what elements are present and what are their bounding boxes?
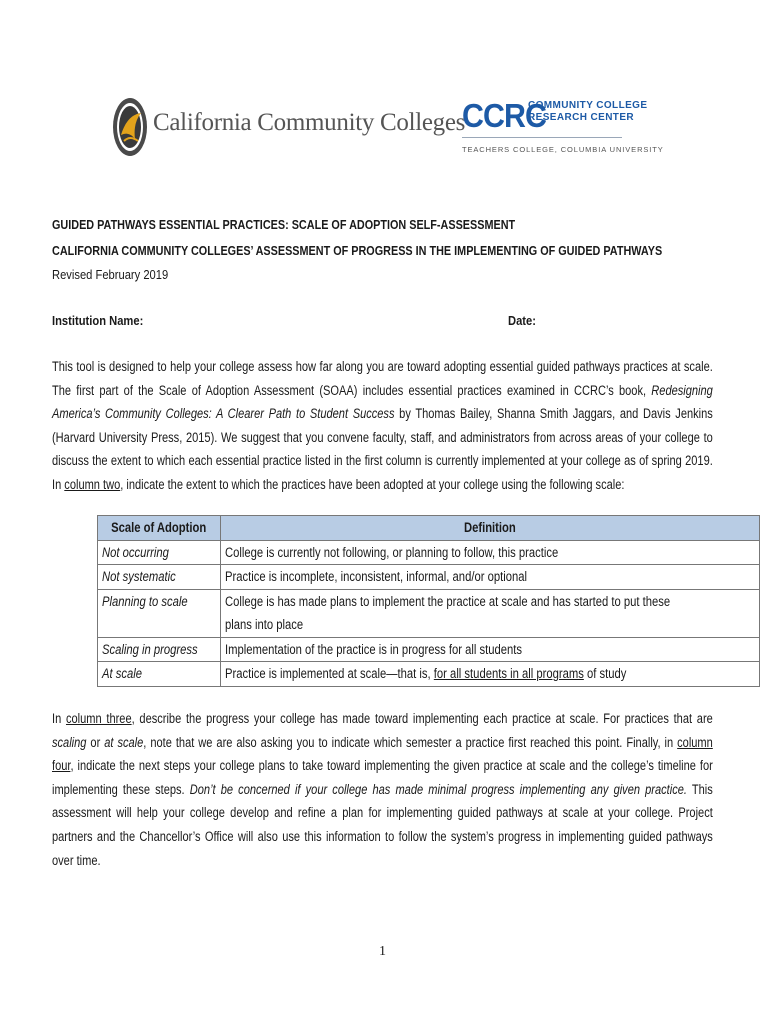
scale-cell: At scale xyxy=(98,662,221,687)
column-three-ref: column three xyxy=(65,711,132,726)
revision-date: Revised February 2019 xyxy=(52,267,169,282)
note-text: Don’t be concerned if your college has made minimal progress implementing any given practice. xyxy=(189,781,687,797)
scale-cell: Not occurring xyxy=(98,540,221,565)
ccc-logo-text: California Community Colleges xyxy=(153,109,466,136)
table-row xyxy=(98,662,760,687)
definition-cell: Practice is implemented at scale—that is, for all students in all programs of study xyxy=(220,662,759,687)
institution-name-label: Institution Name: xyxy=(52,313,144,328)
ccrc-logo-mark: CCRC xyxy=(462,97,547,134)
ccrc-divider xyxy=(462,137,622,138)
intro-text-1: This tool is designed to help your college assess how far along you are toward adopting essential guided pathways practices at scale. The first part of the Scale of Adoption Assessment (SOAA) includes essential practices examined in CCRC’s book, xyxy=(52,359,713,398)
scale-cell: Not systematic xyxy=(98,565,221,590)
document-title: GUIDED PATHWAYS ESSENTIAL PRACTICES: SCALE OF ADOPTION SELF-ASSESSMENT xyxy=(52,218,516,232)
california-community-colleges-logo xyxy=(111,95,466,159)
ccrc-line2: RESEARCH CENTER xyxy=(528,112,635,123)
column-four-ref: column four xyxy=(52,734,713,774)
column-two-ref: column two xyxy=(64,476,121,492)
table-row xyxy=(98,589,760,637)
scale-cell: Scaling in progress xyxy=(98,637,221,662)
header-scale: Scale of Adoption xyxy=(98,516,221,541)
definition-cell: Practice is incomplete, inconsistent, informal, and/or optional xyxy=(220,565,759,590)
table-header-row xyxy=(98,516,760,541)
ccc-seal-icon xyxy=(111,95,149,159)
document-subtitle: CALIFORNIA COMMUNITY COLLEGES’ ASSESSMENT OF PROGRESS IN THE IMPLEMENTING OF GUIDED PATHWAYS xyxy=(52,244,663,258)
intro-paragraph xyxy=(52,355,713,497)
header-definition: Definition xyxy=(220,516,759,541)
ccrc-logo xyxy=(462,97,664,159)
date-label: Date: xyxy=(508,313,536,328)
ccrc-affiliation: TEACHERS COLLEGE, COLUMBIA UNIVERSITY xyxy=(462,145,664,154)
definition-cell: College is has made plans to implement the practice at scale and has started to put these plans into place xyxy=(220,589,759,637)
book-title: Redesigning America’s Community Colleges: A Clearer Path to Student Success xyxy=(52,382,713,422)
page-number: 1 xyxy=(379,944,386,959)
table-row xyxy=(98,565,760,590)
intro-text-2: by Thomas Bailey, Shanna Smith Jaggars, and Davis Jenkins (Harvard University Press, 2015). We suggest that you convene faculty, staff, and administrators from across areas of your college to discuss the extent to which each essential practice listed in the first column is currently implemented at your college as of spring 2019. In xyxy=(52,406,713,492)
definition-cell: Implementation of the practice is in progress for all students xyxy=(220,637,759,662)
definition-cell: College is currently not following, or planning to follow, this practice xyxy=(220,540,759,565)
scale-of-adoption-table xyxy=(97,515,760,687)
table-row xyxy=(98,637,760,662)
scale-cell: Planning to scale xyxy=(98,589,221,637)
intro-text-3: , indicate the extent to which the practices have been adopted at your college using the following scale: xyxy=(120,476,625,492)
ccrc-logo-subtitle xyxy=(528,100,647,124)
followup-paragraph: In column three, describe the progress your college has made toward implementing each practice at scale. For practices that are scaling or at scale, note that we are also asking you to indicate which semester a practice first reached this point. Finally, in column four, indicate the next steps your college plans to take toward implementing the given practice at scale and the college’s timeline for implementing these steps. Don’t be concerned if your college has made minimal progress implementing any given practice. This assessment will help your college develop and refine a plan for implementing guided pathways at scale at your college. Project partners and the Chancellor’s Office will also use this information to follow the system’s progress in implementing guided pathways over time. xyxy=(52,711,713,868)
table-row xyxy=(98,540,760,565)
ccrc-line1: COMMUNITY COLLEGE xyxy=(528,100,648,111)
